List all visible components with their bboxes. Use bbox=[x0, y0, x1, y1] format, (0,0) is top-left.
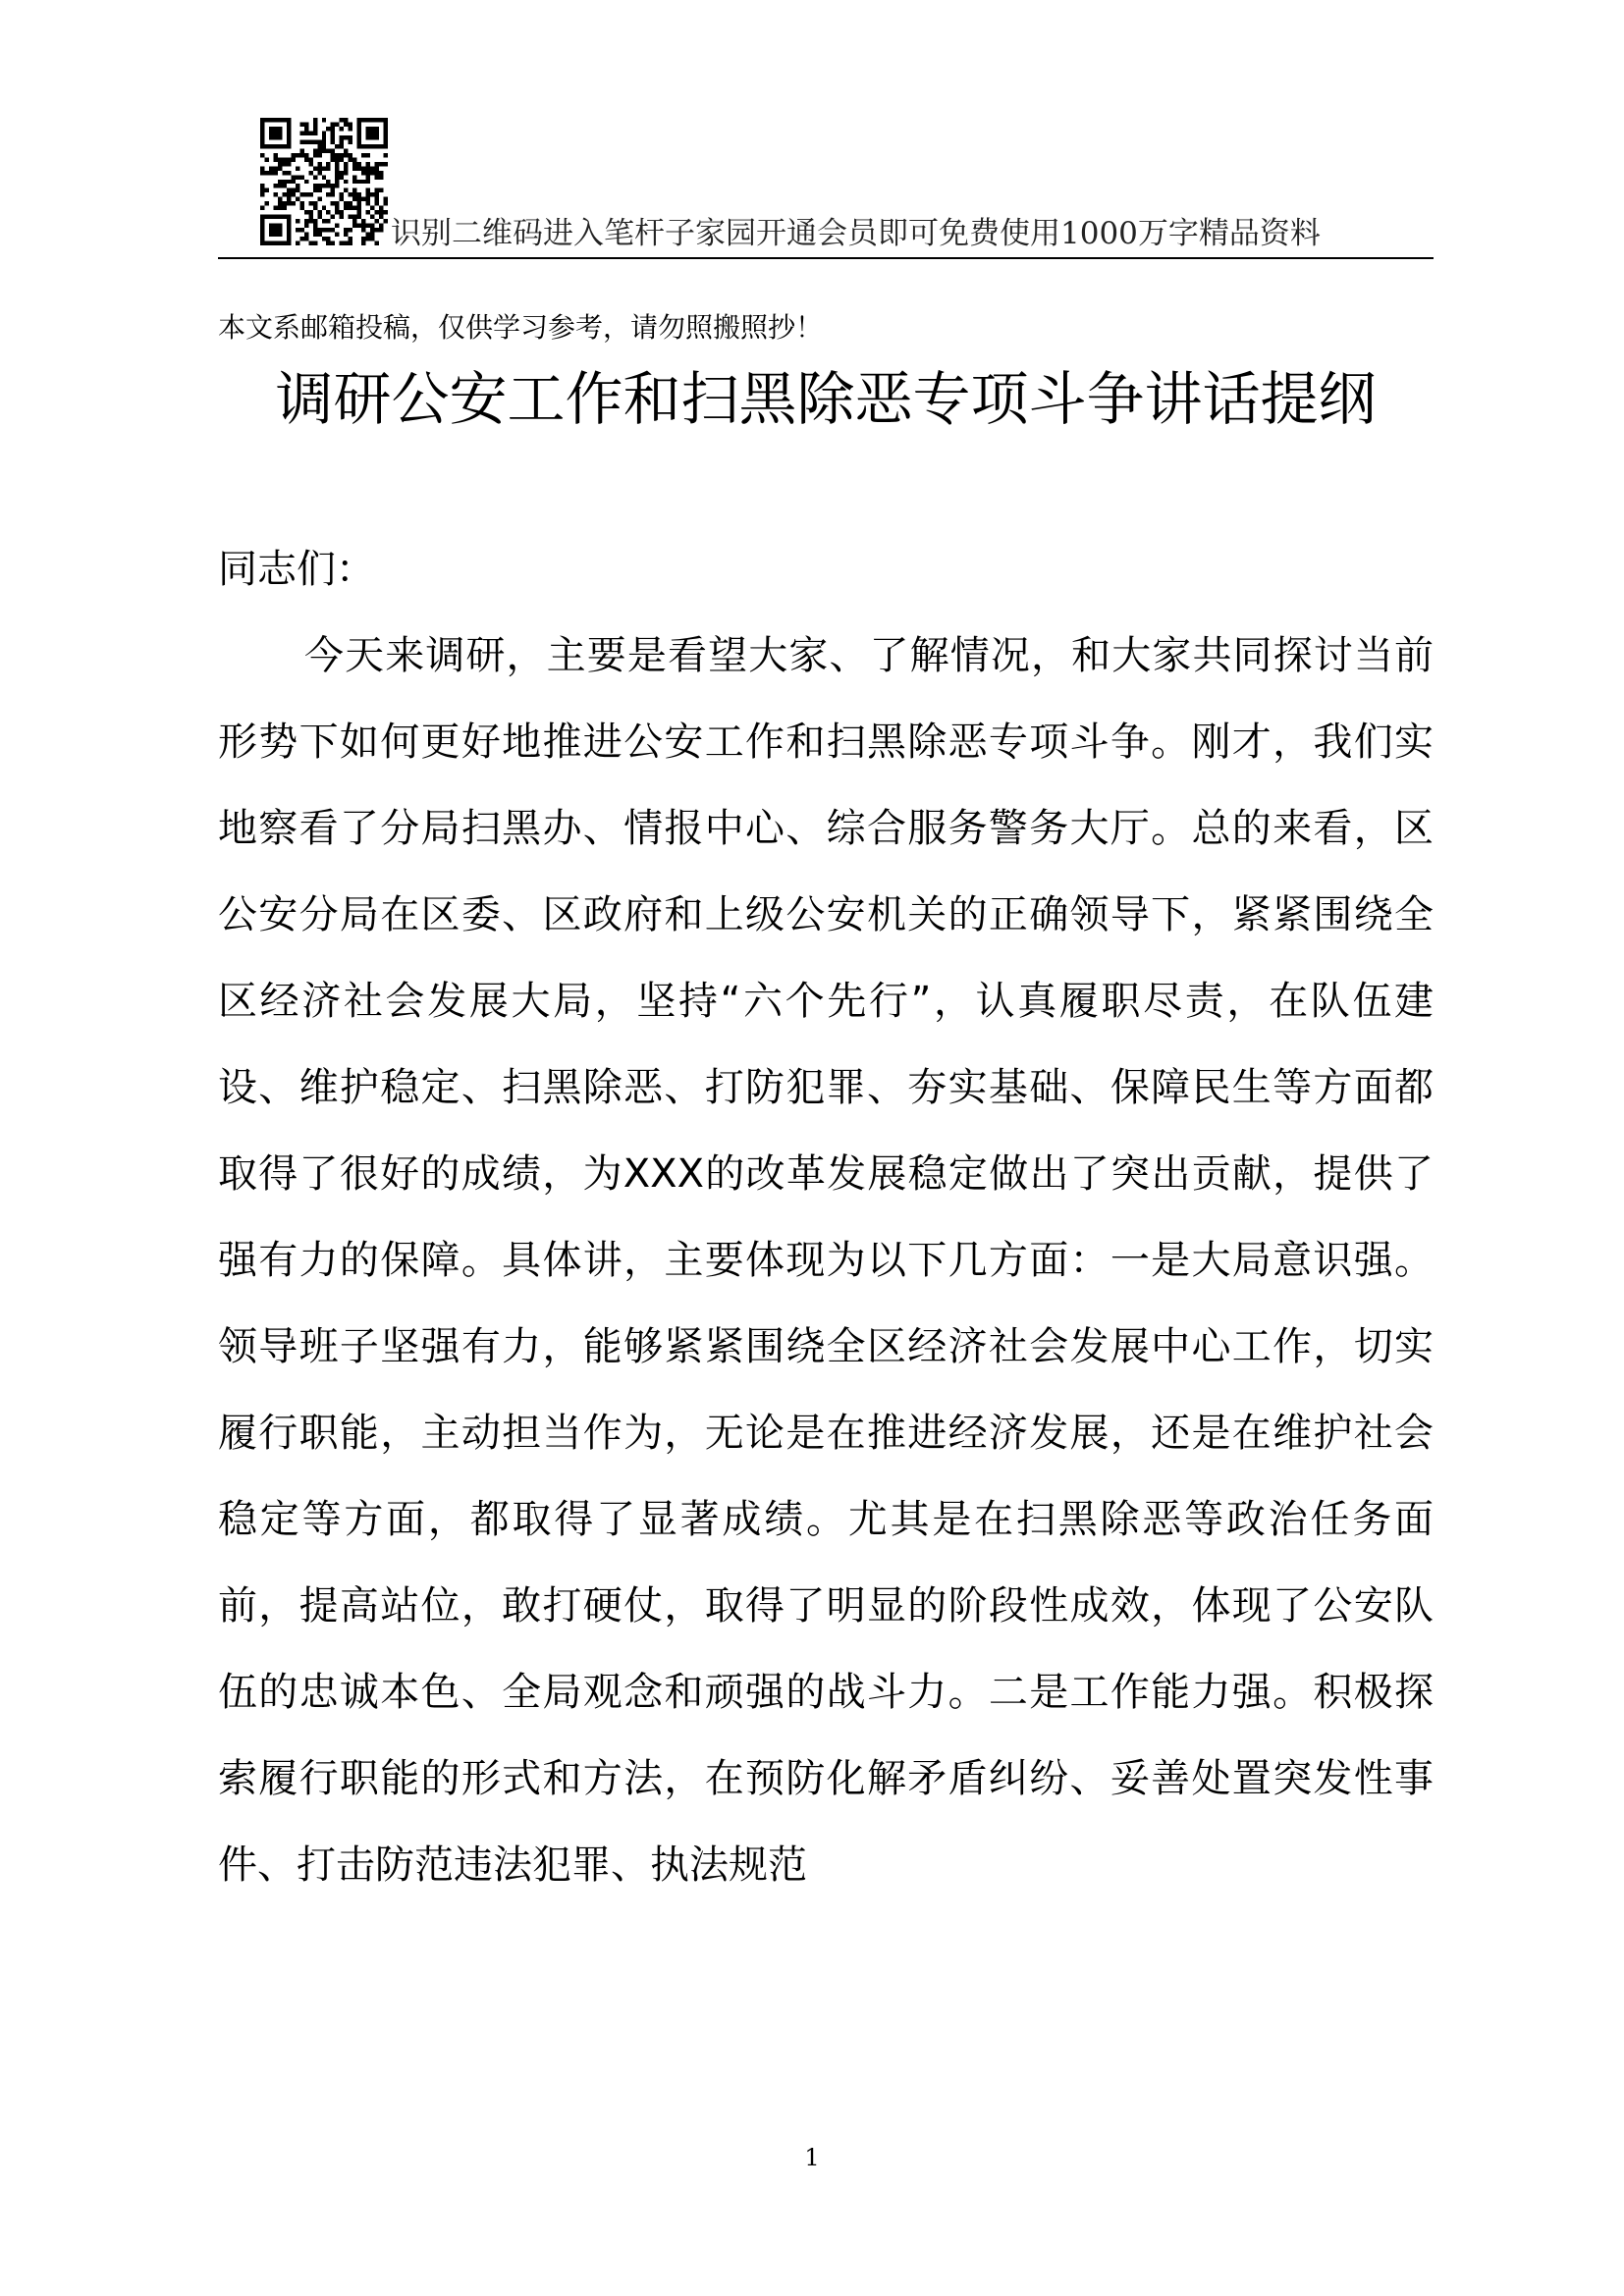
page-number: 1 bbox=[804, 2144, 820, 2171]
document-body bbox=[218, 526, 1434, 1908]
document-title: 调研公安工作和扫黑除恶专项斗争讲话提纲 bbox=[275, 365, 1377, 433]
submission-notice: 本文系邮箱投稿，仅供学习参考，请勿照搬照抄！ bbox=[218, 311, 824, 344]
salutation: 同志们： bbox=[218, 547, 375, 592]
header-divider bbox=[218, 257, 1434, 259]
body-paragraph: 今天来调研，主要是看望大家、了解情况，和大家共同探讨当前形势下如何更好地推进公安工作和扫黑除恶专项斗争。刚才，我们实地察看了分局扫黑办、情报中心、综合服务警务大厅。总的来看，区公安分局在区委、区政府和上级公安机关的正确领导下，紧紧围绕全区经济社会发展大局，坚持“六个先行”，认真履职尽责，在队伍建设、维护稳定、扫黑除恶、打防犯罪、夯实基础、保障民生等方面都取得了很好的成绩，为XXX的改革发展稳定做出了突出贡献，提供了强有力的保障。具体讲，主要体现为以下几方面：一是大局意识强。领导班子坚强有力，能够紧紧围绕全区经济社会发展中心工作，切实履行职能，主动担当作为，无论是在推进经济发展，还是在维护社会稳定等方面，都取得了显著成绩。尤其是在扫黑除恶等政治任务面前，提高站位，敢打硬仗，取得了明显的阶段性成效，体现了公安队伍的忠诚本色、全局观念和顽强的战斗力。二是工作能力强。积极探索履行职能的形式和方法，在预防化解矛盾纠纷、妥善处置突发性事件、打击防范违法犯罪、执法规范 bbox=[218, 633, 1434, 1888]
header-promo-text: 识别二维码进入笔杆子家园开通会员即可免费使用1000万字精品资料 bbox=[391, 216, 1321, 251]
qr-code-icon bbox=[260, 118, 388, 245]
